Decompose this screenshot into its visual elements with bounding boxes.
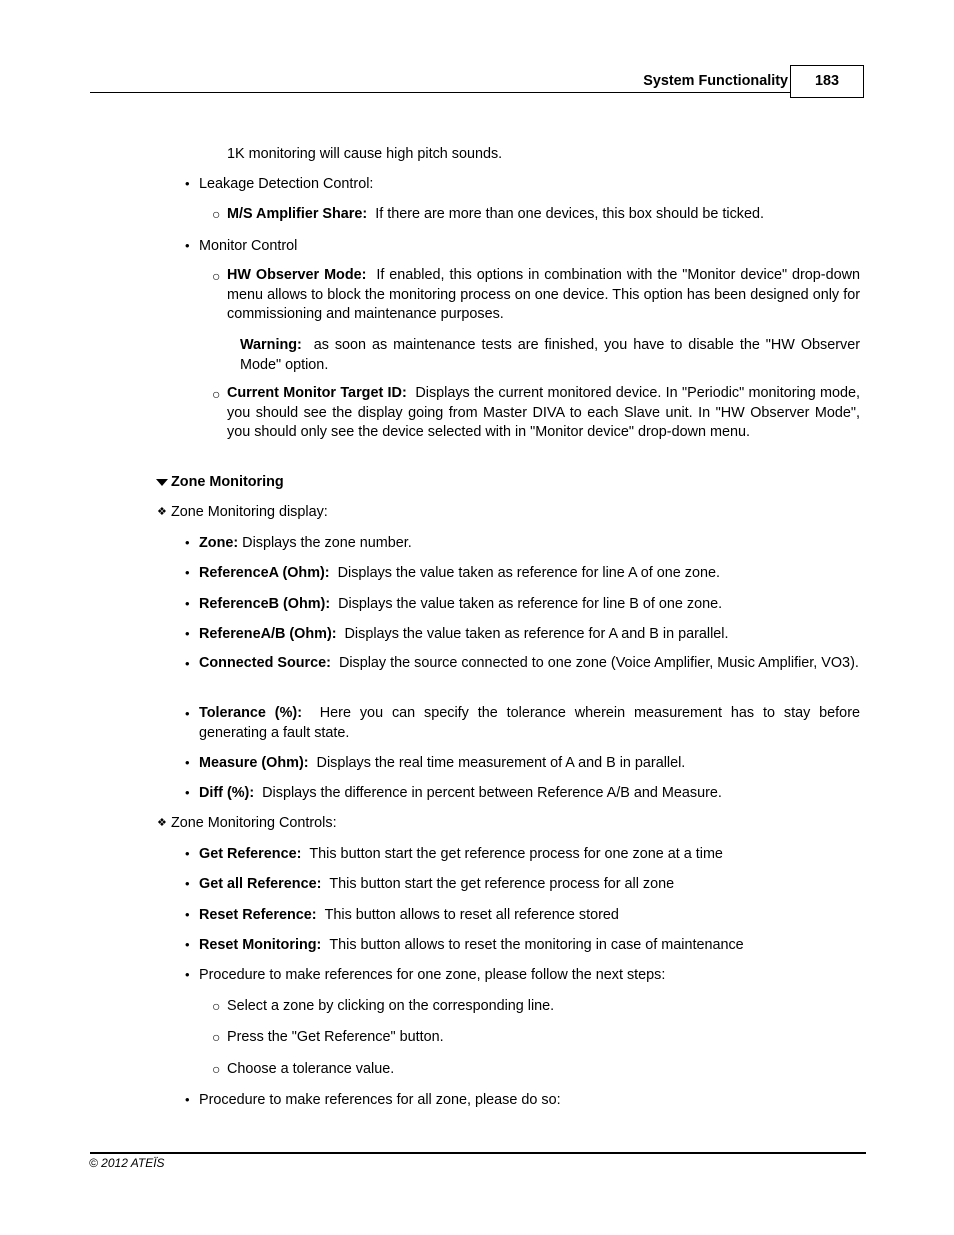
bullet-icon: •: [185, 656, 190, 671]
bullet-icon: •: [185, 176, 190, 191]
circle-bullet-icon: ○: [212, 998, 221, 1014]
leakage-label: Leakage Detection Control:: [199, 176, 374, 192]
item-text: Here you can specify the tolerance wherein measurement has to stay before generating a fault state.: [199, 705, 860, 741]
item-term: ReferenceB (Ohm):: [199, 596, 331, 612]
item-text: Displays the value taken as reference for line B of one zone.: [338, 596, 723, 612]
item-term: RefereneA/B (Ohm):: [199, 626, 337, 642]
bullet-icon: •: [185, 755, 190, 770]
target-text: Displays the current monitored device. In "Periodic" monitoring mode, you should see the display going from Master DIVA to each Slave unit. In "HW Observer Mode", you should only see the device selected with in "Monitor device" drop-down menu.: [227, 385, 861, 440]
header-section-title: System Functionality: [643, 73, 788, 89]
display-item-zone: [199, 534, 412, 552]
bullet-icon: •: [185, 626, 190, 641]
circle-bullet-icon: ○: [212, 386, 221, 402]
circle-bullet-icon: ○: [212, 1029, 221, 1045]
item-term: ReferenceA (Ohm):: [199, 565, 330, 581]
warning-term: Warning:: [240, 337, 302, 353]
bullet-icon: •: [185, 596, 190, 611]
warning-note: [240, 336, 860, 375]
procedure-step: Press the "Get Reference" button.: [227, 1029, 444, 1045]
intro-line: 1K monitoring will cause high pitch sounds.: [227, 146, 503, 162]
item-text: This button start the get reference process for one zone at a time: [309, 846, 723, 862]
footer-copyright: © 2012 ATEÏS: [89, 1156, 165, 1170]
procedure-step: Select a zone by clicking on the corresponding line.: [227, 998, 555, 1014]
item-text: This button allows to reset all reference stored: [324, 907, 619, 923]
item-text: This button start the get reference process for all zone: [329, 876, 675, 892]
item-text: Displays the value taken as reference for A and B in parallel.: [344, 626, 729, 642]
item-term: Measure (Ohm):: [199, 755, 309, 771]
zone-monitoring-heading: Zone Monitoring: [171, 474, 284, 490]
item-text: Displays the value taken as reference for line A of one zone.: [337, 565, 720, 581]
control-item-reset-monitoring: [199, 936, 744, 954]
item-text: Displays the real time measurement of A and B in parallel.: [316, 755, 686, 771]
bullet-icon: •: [185, 238, 190, 253]
header-rule: [90, 92, 791, 93]
item-text: This button allows to reset the monitoring in case of maintenance: [329, 937, 744, 953]
bullet-icon: •: [185, 785, 190, 800]
control-item-get-all-reference: [199, 875, 674, 893]
bullet-icon: •: [185, 907, 190, 922]
ms-amplifier-item: [227, 205, 764, 223]
bullet-icon: •: [185, 1092, 190, 1107]
item-term: Zone:: [199, 535, 239, 551]
display-item-measure: [199, 754, 685, 772]
target-id-item: [227, 384, 860, 443]
item-text: Display the source connected to one zone (Voice Amplifier, Music Amplifier, VO3).: [338, 655, 859, 671]
bullet-icon: •: [185, 535, 190, 550]
warning-text: as soon as maintenance tests are finished, you have to disable the "HW Observer Mode" option.: [240, 337, 860, 373]
display-item-tolerance: [199, 704, 860, 743]
display-item-referenceb: [199, 595, 722, 613]
item-term: Reset Monitoring:: [199, 937, 322, 953]
bullet-icon: •: [185, 706, 190, 721]
hw-text: If enabled, this options in combination with the "Monitor device" drop-down menu allows to block the monitoring process on one device. This option has been designed only for commissioning and maintenance purposes.: [227, 267, 861, 322]
bullet-icon: •: [185, 967, 190, 982]
hw-term: HW Observer Mode:: [227, 267, 367, 283]
procedure-all-zones: Procedure to make references for all zone, please do so:: [199, 1092, 561, 1108]
diamond-bullet-icon: ❖: [157, 506, 167, 518]
bullet-icon: •: [185, 565, 190, 580]
control-item-get-reference: [199, 845, 723, 863]
display-item-referenceab: [199, 625, 729, 643]
display-item-diff: [199, 784, 722, 802]
item-text: Displays the zone number.: [242, 535, 412, 551]
control-item-reset-reference: [199, 906, 619, 924]
diamond-bullet-icon: ❖: [157, 817, 167, 829]
item-text: Displays the difference in percent between Reference A/B and Measure.: [262, 785, 722, 801]
item-term: Get all Reference:: [199, 876, 322, 892]
display-heading: Zone Monitoring display:: [171, 504, 328, 520]
bullet-icon: •: [185, 937, 190, 952]
item-term: Reset Reference:: [199, 907, 317, 923]
bullet-icon: •: [185, 876, 190, 891]
item-term: Connected Source:: [199, 655, 331, 671]
page-number: 183: [790, 65, 864, 98]
procedure-one-zone: Procedure to make references for one zone, please follow the next steps:: [199, 967, 666, 983]
display-item-connected-source: [199, 654, 860, 674]
item-term: Get Reference:: [199, 846, 302, 862]
circle-bullet-icon: ○: [212, 1061, 221, 1077]
ms-text: If there are more than one devices, this box should be ticked.: [375, 206, 764, 222]
ms-term: M/S Amplifier Share:: [227, 206, 368, 222]
procedure-step: Choose a tolerance value.: [227, 1061, 395, 1077]
circle-bullet-icon: ○: [212, 206, 221, 222]
circle-bullet-icon: ○: [212, 268, 221, 284]
bullet-icon: •: [185, 846, 190, 861]
controls-heading: Zone Monitoring Controls:: [171, 815, 337, 831]
target-term: Current Monitor Target ID:: [227, 385, 407, 401]
monitor-label: Monitor Control: [199, 238, 298, 254]
footer-rule: [90, 1152, 866, 1154]
collapse-triangle-icon[interactable]: [156, 479, 168, 486]
display-item-referencea: [199, 564, 720, 582]
item-term: Diff (%):: [199, 785, 255, 801]
item-term: Tolerance (%):: [199, 705, 302, 721]
hw-observer-item: [227, 266, 860, 325]
